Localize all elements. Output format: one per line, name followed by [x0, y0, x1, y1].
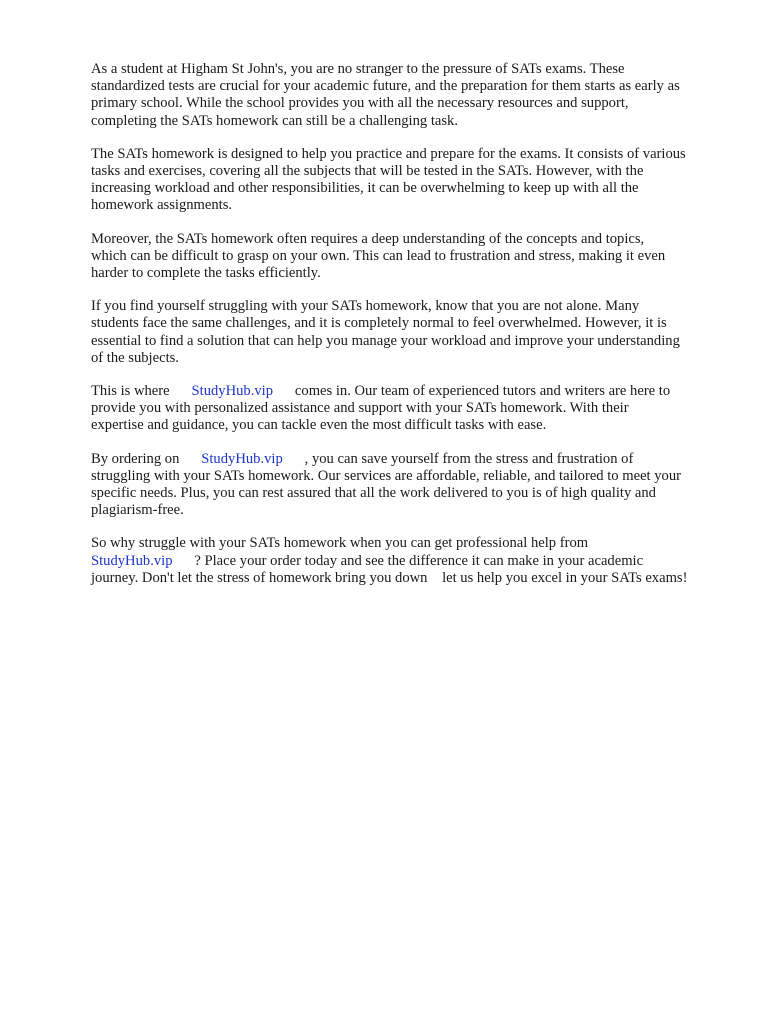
paragraph-by-ordering — [91, 451, 738, 520]
studyhub-link[interactable]: StudyHub.vip — [91, 552, 173, 569]
studyhub-link[interactable]: StudyHub.vip — [201, 450, 283, 467]
paragraph-closing — [91, 535, 738, 587]
paragraph-text: By ordering on — [91, 450, 202, 467]
paragraph-not-alone: If you find yourself struggling with your SATs homework, know that you are not alone. Many students face the same challenges, and it is completely normal to feel overwhelmed. However, it is essential to find a solution that can help you manage your workload and improve your understanding of the subjects. — [91, 298, 680, 366]
paragraph-intro: As a student at Higham St John's, you are no stranger to the pressure of SATs exams. These standardized tests are crucial for your academic future, and the preparation for them starts as early as primary school. While the school provides you with all the necessary resources and support, completing the SATs homework can still be a challenging task. — [91, 61, 680, 129]
paragraph-text: , you can save yourself from the stress and frustration of struggling with your SATs homework. Our services are affordable, reliable, and tailored to meet your specific needs. Plus, you can rest assured that all the work delivered to you is of high quality and plagiarism-free. — [91, 450, 681, 519]
paragraph-understanding: Moreover, the SATs homework often requires a deep understanding of the concepts and topics, which can be difficult to grasp on your own. This can lead to frustration and stress, making it even harder to complete the tasks efficiently. — [91, 230, 666, 282]
paragraph-homework-design: The SATs homework is designed to help you practice and prepare for the exams. It consists of various tasks and exercises, covering all the subjects that will be tested in the SATs. However, with the increasing workload and other responsibilities, it can be overwhelming to keep up with all the homework assignments. — [91, 145, 686, 214]
paragraph-text: comes in. Our team of experienced tutors and writers are here to provide you with personalized assistance and support with your SATs homework. With their expertise and guidance, you can tackle even the most difficult tasks with ease. — [91, 383, 671, 434]
paragraph-this-is-where — [91, 383, 738, 435]
paragraph-text: ? Place your order today and see the difference it can make in your academic journey. Don't let the stress of homework bring you down let us help you excel in your SATs exams! — [91, 552, 688, 586]
paragraph-text: So why struggle with your SATs homework when you can get professional help from — [91, 535, 589, 552]
studyhub-link[interactable]: StudyHub.vip — [191, 383, 274, 400]
paragraph-text: This is where — [91, 383, 192, 400]
